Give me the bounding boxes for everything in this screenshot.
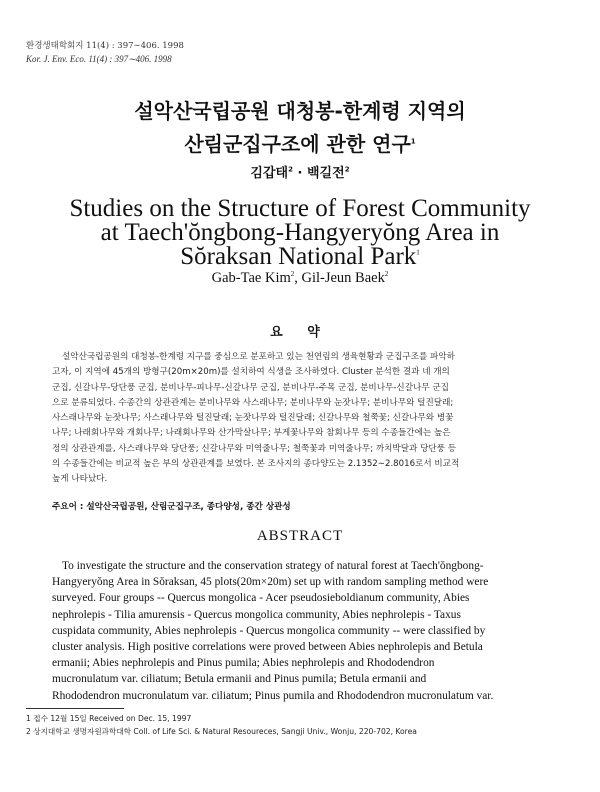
korean-abstract-line: 의 수종들간에는 비교적 높은 부의 상관관계를 보였다. 본 조사지의 종다양도는 2.1352∼2.8016로서 비교적 bbox=[52, 459, 460, 470]
korean-abstract bbox=[52, 350, 552, 488]
korean-title-line-2 bbox=[0, 128, 600, 157]
korean-author-2-mark: 2 bbox=[344, 165, 350, 174]
abstract-line: ermanii; Abies nephrolepis and Pinus pumila; Abies nephrolepis and Rhododendron bbox=[52, 657, 435, 670]
english-title-footnote-mark: 1 bbox=[416, 248, 420, 257]
abstract-line: cluster analysis. High positive correlations were proved between Abies nephrolepis and Betula bbox=[52, 641, 483, 654]
korean-abstract-line: 군집, 신갈나무-당단풍 군집, 분비나무-피나무-신갈나무 군집, 분비나무-주목 군집, 분비나무-신갈나무 군집 bbox=[52, 382, 449, 393]
abstract-line: surveyed. Four groups -- Quercus mongolica - Acer pseudosieboldianum community, Abies bbox=[52, 592, 470, 605]
korean-abstract-line: 고자, 이 지역에 45개의 방형구(20m×20m)를 설치하여 식생을 조사하였다. Cluster 분석한 결과 네 개의 bbox=[52, 367, 450, 378]
korean-title-footnote-mark: 1 bbox=[410, 137, 416, 146]
abstract-line: Hangyeryŏng Area in Sŏraksan, 45 plots(20m×20m) set up with random sampling method were bbox=[52, 576, 489, 589]
korean-abstract-line: 높게 나타났다. bbox=[52, 474, 108, 485]
korean-title-line-1: 설악산국립공원 대청봉-한계령 지역의 bbox=[134, 99, 466, 123]
korean-author-1-mark: 2 bbox=[288, 165, 293, 174]
keywords: 주요어 : 설악산국립공원, 산림군집구조, 종다양성, 종간 상관성 bbox=[52, 502, 291, 512]
english-author-2-mark: 2 bbox=[384, 270, 389, 279]
journal-citation bbox=[26, 40, 184, 66]
english-abstract bbox=[52, 558, 552, 704]
korean-author-separator: · bbox=[297, 166, 303, 181]
korean-abstract-heading: 요 약 bbox=[270, 325, 330, 340]
footnote-2: 2 상지대학교 생명자원과학대학 Coll. of Life Sci. & Natural Resoureces, Sangji Univ., Wonju, 220-702, Korea bbox=[26, 726, 417, 736]
english-author-1: Gab-Tae Kim bbox=[211, 270, 291, 286]
korean-abstract-line: 으로 분류되었다. 수종간의 상관관계는 분비나무와 사스래나무; 분비나무와 눈잣나무; 분비나무와 털진달래; bbox=[52, 397, 454, 408]
footnote-1: 1 접수 12월 15일 Received on Dec. 15, 1997 bbox=[26, 714, 192, 723]
english-author-1-mark: 2 bbox=[290, 270, 295, 279]
english-title-text: Sŏraksan National Park bbox=[180, 243, 417, 270]
korean-abstract-line: 정의 상관관계를, 사스래나무와 당단풍; 신갈나무와 미역줄나무; 철쭉꽃과 미역줄나무; 까치박달과 당단풍 등 bbox=[52, 443, 457, 454]
english-author-separator: , bbox=[294, 270, 302, 286]
korean-title-text: 산림군집구조에 관한 연구 bbox=[184, 132, 411, 156]
abstract-line: To investigate the structure and the conservation strategy of natural forest at Taech'ŏngbong- bbox=[62, 560, 484, 572]
abstract-line: cuspidata community, Abies nephrolepis - Quercus mongolica community -- were classified by bbox=[52, 624, 486, 637]
korean-author-2: 백길전 bbox=[307, 166, 345, 181]
english-title-line-3 bbox=[0, 244, 600, 270]
abstract-line: nephrolepis - Tilia amurensis - Quercus mongolica community, Abies nephrolepis - Taxus bbox=[52, 608, 461, 621]
korean-author-1: 김갑태 bbox=[250, 166, 289, 181]
english-author-2: Gil-Jeun Baek bbox=[301, 270, 385, 286]
korean-authors bbox=[0, 162, 600, 181]
journal-citation-ko: 환경생태학회지 11(4) : 397∼406. 1998 bbox=[26, 41, 184, 51]
korean-abstract-line: 나무; 나래회나무와 개회나무; 나래회나무와 산가막살나무; 부게꽃나무와 참회나무 등의 수종들간에는 높은 bbox=[52, 428, 451, 439]
korean-abstract-line: 설악산국립공원의 대청봉-한계령 지구를 중심으로 분포하고 있는 천연림의 생육현황과 군집구조를 파악하 bbox=[62, 352, 455, 362]
english-title-line-2: at Taech'ŏngbong-Hangyeryŏng Area in bbox=[100, 219, 500, 246]
abstract-heading: ABSTRACT bbox=[256, 528, 344, 544]
korean-abstract-line: 사스래나무와 눈잣나무; 사스래나무와 털진달래; 눈잣나무와 털진달래; 신갈나무와 철쭉꽃; 신갈나무와 병꽃 bbox=[52, 413, 454, 424]
footnote-divider bbox=[26, 708, 124, 709]
footnotes bbox=[26, 713, 417, 738]
english-authors bbox=[0, 270, 600, 287]
abstract-line: mucronulatum var. ciliatum; Betula ermanii and Pinus pumila; Betula ermanii and bbox=[52, 673, 427, 686]
abstract-line: Rhododendron mucronulatum var. ciliatum; Pinus pumila and Rhododendron mucronulatum var. bbox=[52, 689, 494, 702]
journal-citation-en: Kor. J. Env. Eco. 11(4) : 397∼406. 1998 bbox=[26, 54, 172, 64]
english-title-line-1: Studies on the Structure of Forest Community bbox=[69, 195, 531, 222]
